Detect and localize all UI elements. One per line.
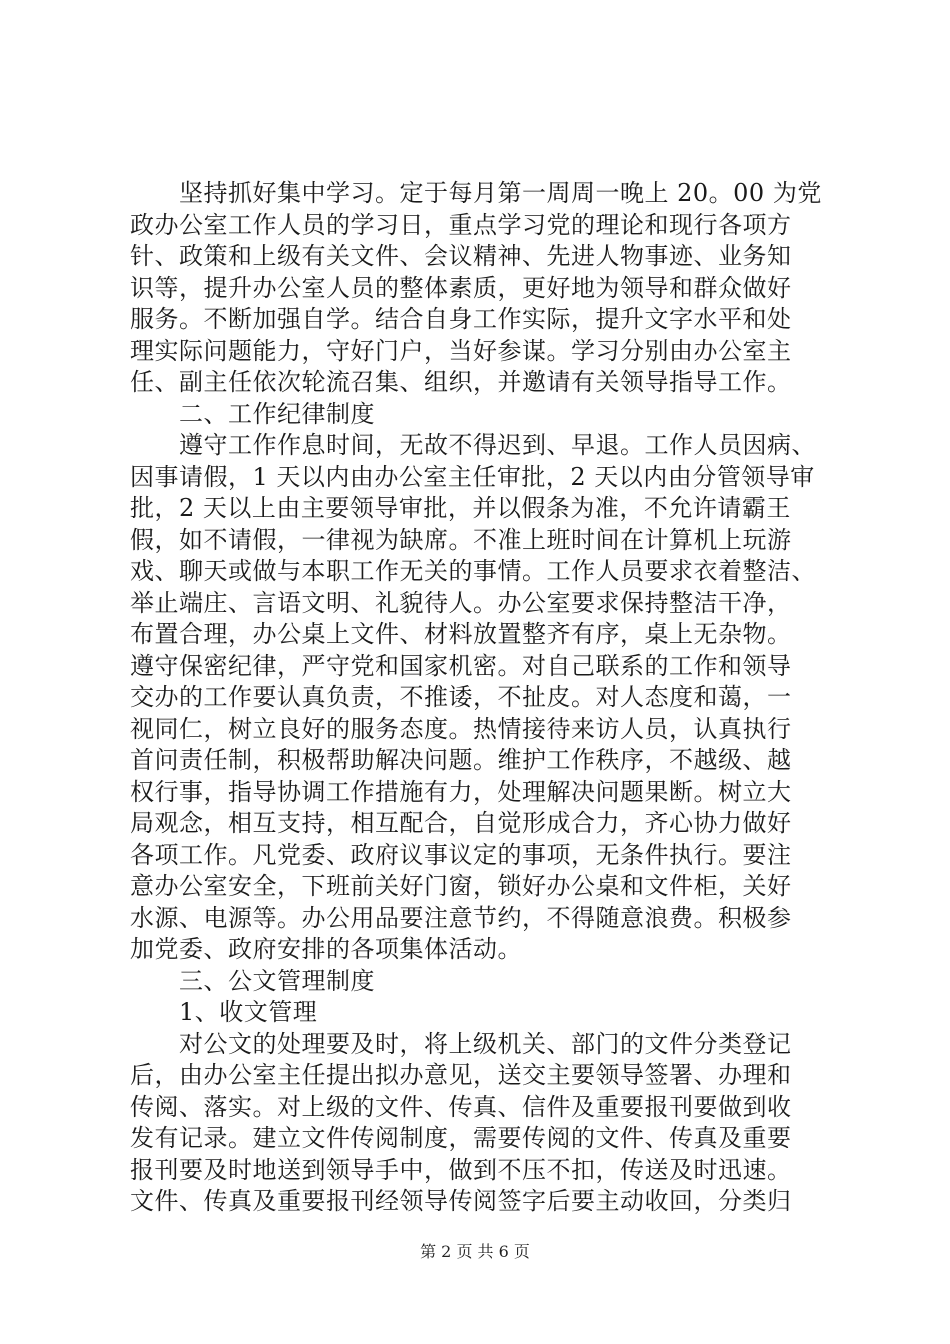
subsection-heading: 1、收文管理 bbox=[130, 998, 318, 1026]
text-line: 布置合理，办公桌上文件、材料放置整齐有序，桌上无杂物。 bbox=[130, 620, 792, 648]
text-line: 对公文的处理要及时，将上级机关、部门的文件分类登记 bbox=[130, 1029, 792, 1058]
text-line: 首问责任制，积极帮助解决问题。维护工作秩序，不越级、越 bbox=[130, 746, 792, 774]
text-line: 举止端庄、言语文明、礼貌待人。办公室要求保持整洁干净， bbox=[130, 588, 792, 617]
text-line: 视同仁，树立良好的服务态度。热情接待来访人员，认真执行 bbox=[130, 714, 792, 743]
text-line: 水源、电源等。办公用品要注意节约，不得随意浪费。积极参 bbox=[130, 903, 792, 932]
document-body bbox=[130, 178, 830, 1218]
text-line: 文件、传真及重要报刊经领导传阅签字后要主动收回，分类归 bbox=[130, 1187, 792, 1215]
section-heading: 二、工作纪律制度 bbox=[130, 399, 375, 428]
text-line: 权行事，指导协调工作措施有力，处理解决问题果断。树立大 bbox=[130, 777, 792, 806]
text-line: 批，2 天以上由主要领导审批，并以假条为准，不允许请霸王 bbox=[130, 494, 791, 522]
text-line: 后，由办公室主任提出拟办意见，送交主要领导签署、办理和 bbox=[130, 1061, 792, 1089]
text-line: 服务。不断加强自学。结合自身工作实际，提升文字水平和处 bbox=[130, 305, 792, 333]
text-line: 报刊要及时地送到领导手中，做到不压不扣，传送及时迅速。 bbox=[130, 1155, 792, 1184]
text-line: 理实际问题能力，守好门户，当好参谋。学习分别由办公室主 bbox=[130, 336, 792, 365]
text-line: 戏、聊天或做与本职工作无关的事情。工作人员要求衣着整洁、 bbox=[130, 557, 816, 585]
text-line: 遵守工作作息时间，无故不得迟到、早退。工作人员因病、 bbox=[130, 431, 816, 459]
text-line: 发有记录。建立文件传阅制度，需要传阅的文件、传真及重要 bbox=[130, 1124, 792, 1152]
text-line: 交办的工作要认真负责，不推诿，不扯皮。对人态度和蔼，一 bbox=[130, 683, 792, 711]
text-line: 针、政策和上级有关文件、会议精神、先进人物事迹、业务知 bbox=[130, 242, 792, 270]
text-line: 遵守保密纪律，严守党和国家机密。对自己联系的工作和领导 bbox=[130, 651, 792, 680]
text-line: 识等，提升办公室人员的整体素质，更好地为领导和群众做好 bbox=[130, 273, 792, 302]
page-footer: 第 2 页 共 6 页 bbox=[420, 1242, 530, 1261]
text-line: 各项工作。凡党委、政府议事议定的事项，无条件执行。要注 bbox=[130, 840, 792, 869]
text-line: 因事请假，1 天以内由办公室主任审批，2 天以内由分管领导审 bbox=[130, 462, 815, 491]
text-line: 坚持抓好集中学习。定于每月第一周周一晚上 20。00 为党 bbox=[130, 179, 822, 207]
text-line: 传阅、落实。对上级的文件、传真、信件及重要报刊要做到收 bbox=[130, 1092, 792, 1121]
text-line: 任、副主任依次轮流召集、组织，并邀请有关领导指导工作。 bbox=[130, 368, 792, 396]
text-line: 政办公室工作人员的学习日，重点学习党的理论和现行各项方 bbox=[130, 210, 792, 239]
text-line: 加党委、政府安排的各项集体活动。 bbox=[130, 935, 522, 963]
section-heading: 三、公文管理制度 bbox=[130, 966, 375, 995]
text-line: 假，如不请假，一律视为缺席。不准上班时间在计算机上玩游 bbox=[130, 525, 792, 554]
text-line: 局观念，相互支持，相互配合，自觉形成合力，齐心协力做好 bbox=[130, 809, 792, 837]
text-line: 意办公室安全，下班前关好门窗，锁好办公桌和文件柜，关好 bbox=[130, 872, 792, 900]
